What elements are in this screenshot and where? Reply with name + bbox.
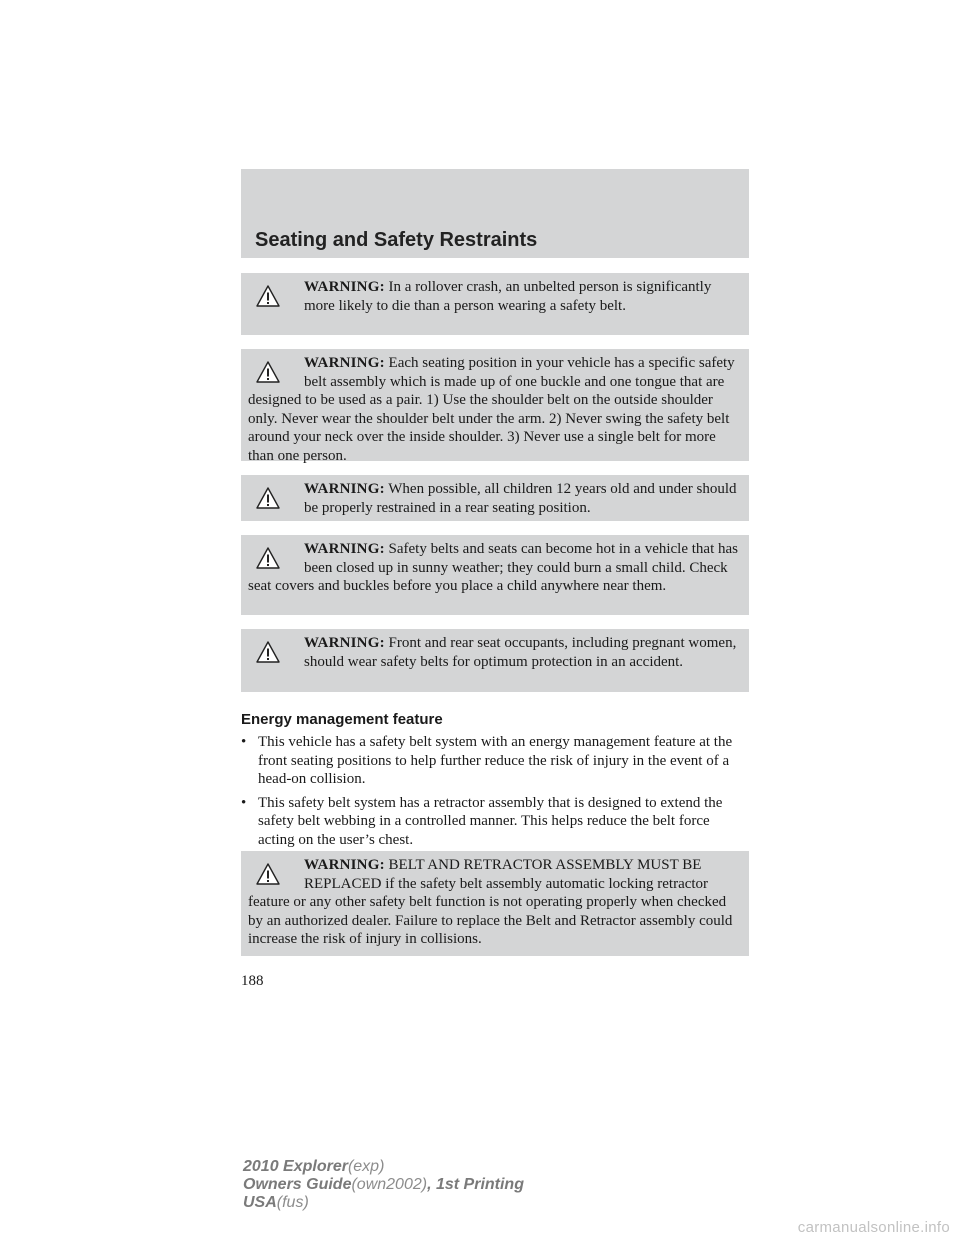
section-title: Seating and Safety Restraints (255, 229, 538, 251)
warning-text: In a rollover crash, an unbelted person is significantly more likely to die than a person wearing a safety belt. (304, 279, 712, 314)
warning-triangle-icon (256, 360, 280, 384)
warning-triangle-icon (256, 284, 280, 308)
warning-text: BELT AND RETRACTOR ASSEMBLY MUST BE REPLACED if the safety belt assembly automatic locking retractor feature or any other safety belt function is not operating properly when checked by an authorized dealer. Failure to replace the Belt and Retractor assembly could increase the risk of injury in collisions. (248, 857, 733, 947)
footer-region: USA (243, 1194, 277, 1211)
warning-box (241, 475, 749, 521)
warning-text: When possible, all children 12 years old and under should be properly restrained in a rear seating position. (304, 481, 737, 516)
warning-label: WARNING: (304, 541, 385, 557)
footer-model: 2010 Explorer (243, 1158, 348, 1175)
warning-label: WARNING: (304, 481, 385, 497)
warning-triangle-icon (256, 546, 280, 570)
footer-guide: Owners Guide (243, 1176, 352, 1193)
warning-label: WARNING: (304, 635, 385, 651)
bullet-icon: • (241, 794, 247, 811)
bullet-text: This safety belt system has a retractor assembly that is designed to extend the safety belt webbing in a controlled manner. This helps reduce the belt force acting on the user’s chest. (258, 794, 723, 848)
warning-label: WARNING: (304, 355, 385, 371)
footer-model-code: (exp) (347, 1158, 385, 1175)
page-number: 188 (241, 973, 264, 989)
list-item (241, 794, 749, 850)
warning-text: Safety belts and seats can become hot in a vehicle that has been closed up in sunny weather; they could burn a small child. Check seat covers and buckles before you place a child anywhere near them. (248, 541, 738, 594)
list-item (241, 733, 749, 789)
warning-box (241, 629, 749, 692)
warning-triangle-icon (256, 640, 280, 664)
warning-triangle-icon (256, 862, 280, 886)
warning-box (241, 273, 749, 335)
energy-bullet-list (241, 733, 749, 854)
bullet-text: This vehicle has a safety belt system with an energy management feature at the front seating positions to help further reduce the risk of injury in the event of a head-on collision. (258, 734, 733, 787)
warning-box (241, 851, 749, 956)
footer-region-code: (fus) (276, 1194, 309, 1211)
warning-text: Each seating position in your vehicle has a specific safety belt assembly which is made up of one buckle and one tongue that are designed to be used as a pair. 1) Use the shoulder belt on the outside shoulder only. Never wear the shoulder belt under the arm. 2) Never swing the safety belt around your neck over the inside shoulder. 3) Never use a single belt for more than one person. (248, 355, 735, 464)
document-footer (243, 1158, 524, 1212)
footer-guide-code: (own2002) (351, 1176, 428, 1193)
warning-box (241, 349, 749, 464)
footer-printing: , 1st Printing (427, 1176, 524, 1193)
section-header (241, 169, 749, 258)
warning-label: WARNING: (304, 279, 385, 295)
bullet-icon: • (241, 734, 247, 750)
warning-text: Front and rear seat occupants, including pregnant women, should wear safety belts for optimum protection in an accident. (304, 635, 737, 670)
energy-management-heading: Energy management feature (241, 711, 443, 728)
watermark-link[interactable]: carmanualsonline.info (797, 1219, 950, 1236)
warning-label: WARNING: (304, 857, 385, 873)
warning-box (241, 535, 749, 615)
warning-triangle-icon (256, 486, 280, 510)
